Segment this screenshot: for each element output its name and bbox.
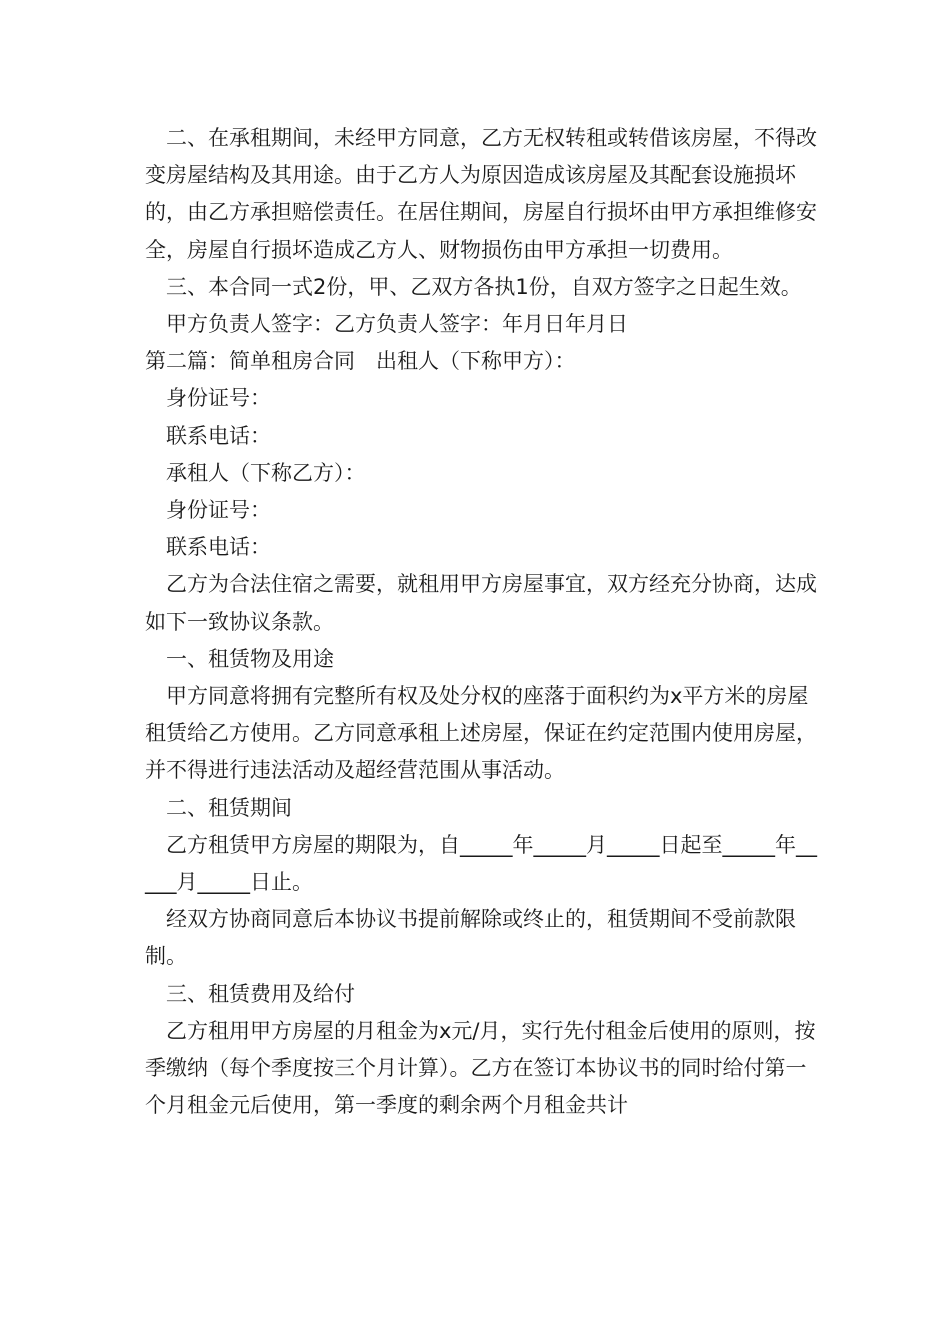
lessor-id-number: 身份证号：	[166, 386, 271, 411]
rent-payment-text: 乙方租用甲方房屋的月租金为x元/月，实行先付租金后使用的原则，按季缴纳（每个季度按三个月计算）。乙方在签订本协议书的同时给付第一个月租金元后使用，第一季度的剩余两个月租金共计	[145, 1018, 816, 1118]
clause-2-sublease: 二、在承租期间，未经甲方同意，乙方无权转租或转借该房屋，不得改变房屋结构及其用途。由于乙方人为原因造成该房屋及其配套设施损坏的，由乙方承担赔偿责任。在居住期间，房屋自行损坏由甲方承担维修安全，房屋自行损坏造成乙方人、财物损伤由甲方承担一切费用。	[145, 126, 817, 262]
agreement-intro: 乙方为合法住宿之需要，就租用甲方房屋事宜，双方经充分协商，达成如下一致协议条款。	[145, 572, 817, 634]
early-termination-text: 经双方协商同意后本协议书提前解除或终止的，租赁期间不受前款限制。	[145, 907, 796, 969]
section-heading-lessor: 第二篇：简单租房合同 出租人（下称甲方）：	[145, 349, 576, 374]
heading-lease-object: 一、租赁物及用途	[166, 646, 334, 671]
lessee-phone: 联系电话：	[166, 535, 271, 560]
document-body	[145, 120, 825, 1124]
clause-3-copies: 三、本合同一式2份，甲、乙双方各执1份，自双方签字之日起生效。	[166, 274, 802, 299]
lessee-label: 承租人（下称乙方）：	[166, 460, 366, 485]
lease-period-text: 乙方租赁甲方房屋的期限为，自_____年_____月_____日起至_____年_____月_____日止。	[145, 832, 817, 895]
lease-object-text: 甲方同意将拥有完整所有权及处分权的座落于面积约为x平方米的房屋租赁给乙方使用。乙方同意承租上述房屋，保证在约定范围内使用房屋，并不得进行违法活动及超经营范围从事活动。	[145, 684, 817, 783]
lessor-phone: 联系电话：	[166, 423, 271, 448]
heading-lease-period: 二、租赁期间	[166, 795, 292, 820]
heading-rent-payment: 三、租赁费用及给付	[166, 981, 355, 1006]
lessee-id-number: 身份证号：	[166, 498, 271, 523]
signature-line: 甲方负责人签字：乙方负责人签字：年月日年月日	[166, 312, 628, 337]
